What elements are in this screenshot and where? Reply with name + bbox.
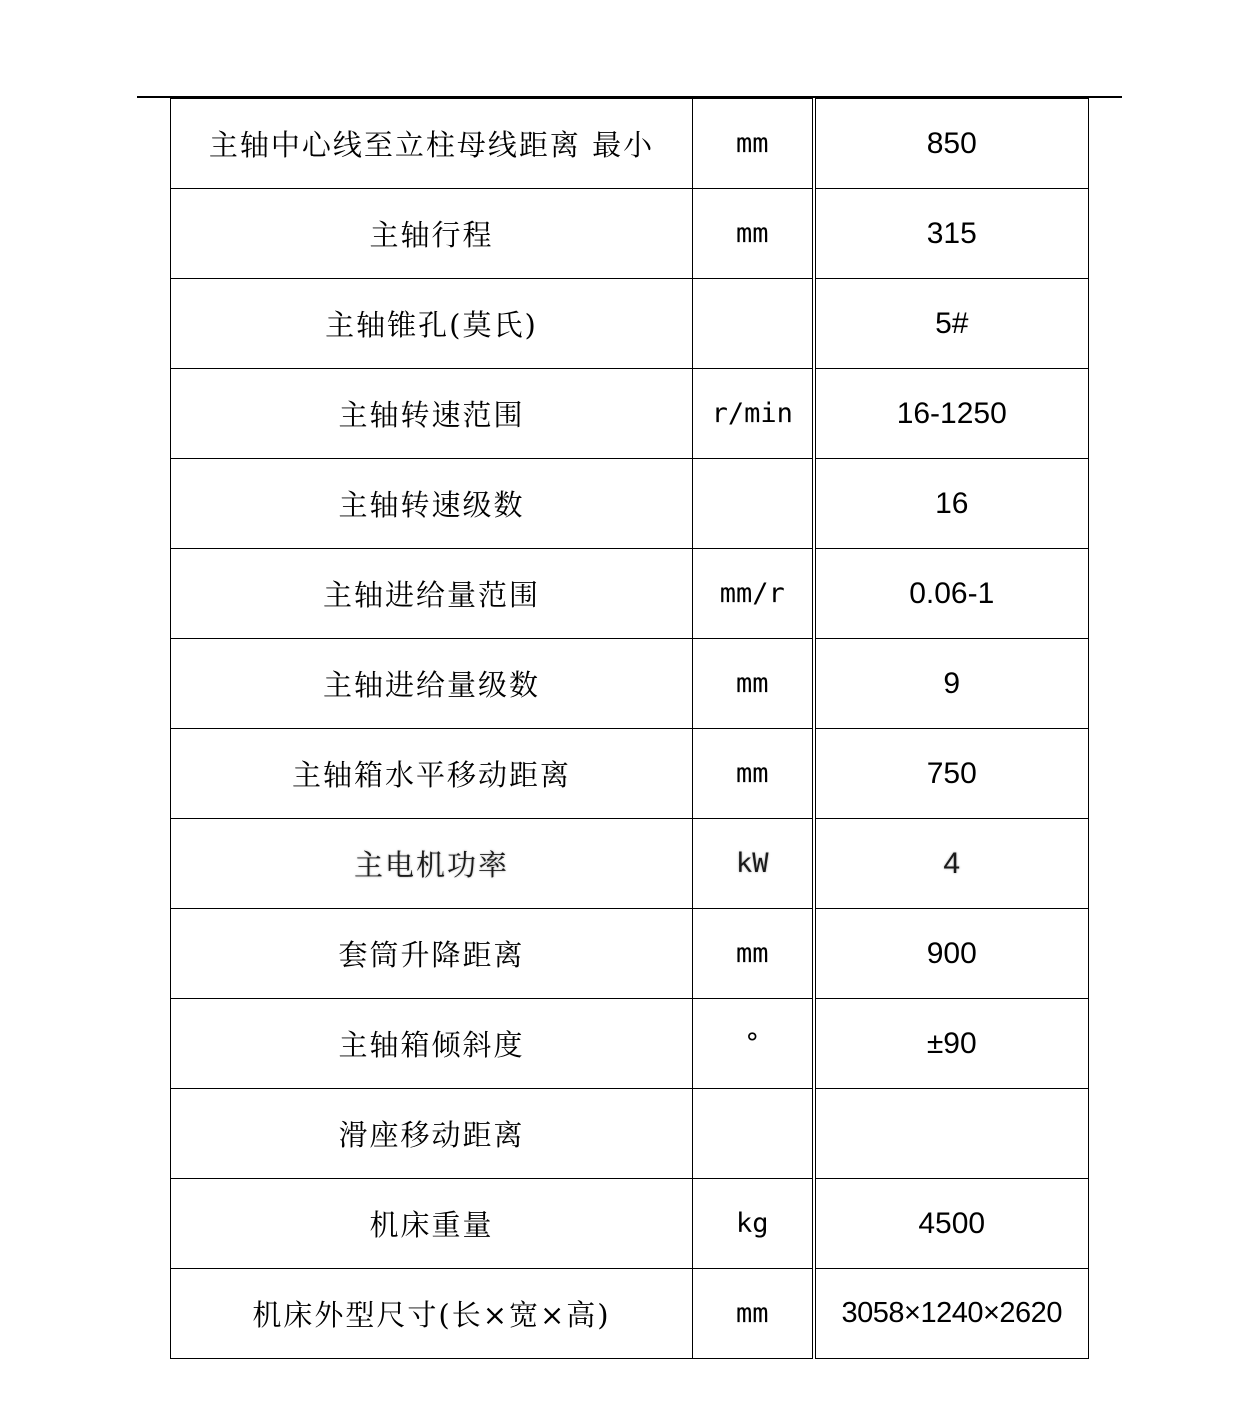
param-unit — [693, 279, 814, 369]
param-value: 0.06-1 — [814, 549, 1089, 639]
table-row — [171, 1179, 1089, 1269]
table-row — [171, 639, 1089, 729]
param-unit: ° — [693, 999, 814, 1089]
table-row — [171, 369, 1089, 459]
param-unit — [693, 459, 814, 549]
param-name: 套筒升降距离 — [171, 909, 693, 999]
table-row — [171, 999, 1089, 1089]
table-row — [171, 549, 1089, 639]
param-value: 315 — [814, 189, 1089, 279]
param-name: 机床外型尺寸(长×宽×高) — [171, 1269, 693, 1359]
table-row — [171, 279, 1089, 369]
param-unit — [693, 1089, 814, 1179]
param-unit: mm — [693, 729, 814, 819]
table-row — [171, 1269, 1089, 1359]
param-value: 16-1250 — [814, 369, 1089, 459]
param-unit: mm — [693, 1269, 814, 1359]
param-unit: mm — [693, 639, 814, 729]
param-name: 主轴箱水平移动距离 — [171, 729, 693, 819]
param-value: 4500 — [814, 1179, 1089, 1269]
table-row — [171, 729, 1089, 819]
table-row — [171, 909, 1089, 999]
param-unit: mm — [693, 189, 814, 279]
table-row — [171, 1089, 1089, 1179]
param-value: 5# — [814, 279, 1089, 369]
param-unit: kW — [693, 819, 814, 909]
param-value: ±90 — [814, 999, 1089, 1089]
param-unit: mm — [693, 909, 814, 999]
param-unit: r/min — [693, 369, 814, 459]
table-row — [171, 459, 1089, 549]
param-value: 16 — [814, 459, 1089, 549]
param-name: 主轴进给量范围 — [171, 549, 693, 639]
table-row — [171, 189, 1089, 279]
param-value: 4 — [814, 819, 1089, 909]
param-value: 850 — [814, 99, 1089, 189]
table-row — [171, 99, 1089, 189]
param-unit: mm/r — [693, 549, 814, 639]
param-value — [814, 1089, 1089, 1179]
param-name: 主轴转速范围 — [171, 369, 693, 459]
param-value: 3058×1240×2620 — [814, 1269, 1089, 1359]
param-value: 900 — [814, 909, 1089, 999]
param-unit: kg — [693, 1179, 814, 1269]
param-name: 主轴行程 — [171, 189, 693, 279]
param-name: 主轴进给量级数 — [171, 639, 693, 729]
param-unit: mm — [693, 99, 814, 189]
param-name: 主轴中心线至立柱母线距离 最小 — [171, 99, 693, 189]
param-name: 主轴锥孔(莫氏) — [171, 279, 693, 369]
param-name: 机床重量 — [171, 1179, 693, 1269]
param-name: 滑座移动距离 — [171, 1089, 693, 1179]
table-row — [171, 819, 1089, 909]
param-name: 主电机功率 — [171, 819, 693, 909]
spec-table — [170, 98, 1089, 1359]
param-name: 主轴转速级数 — [171, 459, 693, 549]
param-name: 主轴箱倾斜度 — [171, 999, 693, 1089]
param-value: 9 — [814, 639, 1089, 729]
param-value: 750 — [814, 729, 1089, 819]
